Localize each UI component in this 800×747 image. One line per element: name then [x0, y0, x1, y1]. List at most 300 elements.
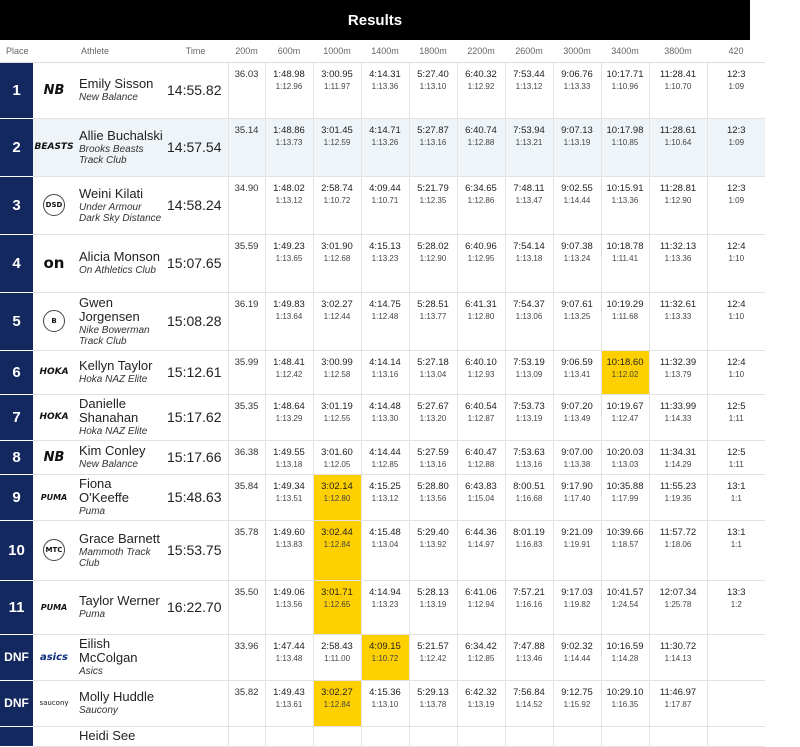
place-cell: 10 [0, 520, 33, 580]
split-cumulative: 12:4 [727, 240, 746, 252]
split-cell [457, 292, 505, 350]
split-lap: 1:13.10 [419, 81, 447, 91]
split-lap: 1:12.93 [467, 369, 495, 379]
split-cell [409, 440, 457, 474]
split-cell [313, 234, 361, 292]
place-cell: 9 [0, 474, 33, 520]
split-cumulative: 6:44.36 [465, 526, 497, 538]
split-cumulative: 9:07.13 [561, 124, 593, 136]
split-cumulative: 6:41.06 [465, 586, 497, 598]
athlete-name[interactable]: Kim Conley [79, 443, 146, 458]
split-200m: 35.14 [228, 118, 265, 176]
split-lap: 1:10 [728, 253, 745, 263]
split-cumulative: 3:01.71 [321, 586, 353, 598]
split-cumulative: 5:28.02 [417, 240, 449, 252]
place-cell: 2 [0, 118, 33, 176]
athlete-team: Nike Bowerman Track Club [79, 324, 150, 347]
split-lap: 1:13.04 [371, 539, 399, 549]
split-cell [313, 292, 361, 350]
split-cell [505, 176, 553, 234]
split-cell [265, 474, 313, 520]
split-lap: 1:19.82 [563, 599, 591, 609]
split-lap: 1:12.80 [467, 311, 495, 321]
split-cell [361, 440, 409, 474]
split-cumulative: 1:49.34 [273, 480, 305, 492]
split-cell [265, 634, 313, 680]
place-cell: 11 [0, 580, 33, 634]
split-cell [409, 350, 457, 394]
split-lap: 1:13.49 [563, 413, 591, 423]
split-cumulative: 11:28.41 [659, 68, 697, 80]
finish-time: 15:53.75 [163, 520, 228, 580]
place-cell: DNF [0, 634, 33, 680]
finish-time: 15:17.62 [163, 394, 228, 440]
split-cumulative: 10:16.59 [606, 640, 644, 652]
split-lap: 1:13.12 [371, 493, 399, 503]
athlete-name[interactable]: Heidi See [79, 728, 136, 743]
split-cumulative: 11:32.61 [659, 298, 697, 310]
athlete-name[interactable]: Danielle Shanahan [79, 396, 139, 425]
split-lap: 1:12.47 [611, 413, 639, 423]
split-cell [409, 726, 457, 746]
split-lap: 1:10 [728, 311, 745, 321]
split-cell [361, 680, 409, 726]
split-cumulative: 9:21.09 [561, 526, 593, 538]
split-cumulative: 5:21.57 [417, 640, 449, 652]
col-header-3800m: 3800m [649, 40, 707, 62]
split-cumulative: 5:29.40 [417, 526, 449, 538]
split-lap: 1:13.38 [563, 459, 591, 469]
split-cumulative: 10:17.98 [606, 124, 644, 136]
split-cumulative: 3:01.45 [321, 124, 353, 136]
athlete-name[interactable]: Gwen Jorgensen [79, 294, 140, 324]
split-cumulative: 5:28.13 [417, 586, 449, 598]
split-lap: 1:12.95 [467, 253, 495, 263]
split-cumulative: 11:33.99 [659, 400, 697, 412]
split-cell [361, 474, 409, 520]
split-cell [457, 726, 505, 746]
split-lap: 1:13.47 [515, 195, 543, 205]
dark-sky-icon: DSD [43, 194, 65, 216]
split-lap: 1:13.92 [419, 539, 447, 549]
split-200m: 36.38 [228, 440, 265, 474]
split-lap: 1:12.90 [419, 253, 447, 263]
split-lap: 1:13.36 [371, 81, 399, 91]
split-cell [505, 726, 553, 746]
table-row[interactable] [0, 680, 800, 726]
split-lap: 1:1 [730, 493, 742, 503]
split-cell [707, 520, 765, 580]
split-200m: 35.59 [228, 234, 265, 292]
athlete-team: On Athletics Club [79, 265, 156, 276]
athlete-cell[interactable] [75, 394, 163, 440]
split-lap: 1:16.35 [611, 699, 639, 709]
split-lap: 1:10.71 [371, 195, 399, 205]
split-cell [505, 634, 553, 680]
split-cell [649, 634, 707, 680]
split-cell [553, 350, 601, 394]
split-cumulative: 5:28.51 [417, 298, 449, 310]
table-row[interactable] [0, 440, 800, 474]
athlete-cell[interactable] [75, 176, 163, 234]
split-cumulative: 10:39.66 [606, 526, 644, 538]
split-cell [649, 176, 707, 234]
split-lap: 1:12.86 [467, 195, 495, 205]
split-cumulative: 1:47.44 [273, 640, 305, 652]
split-lap: 1:14.97 [467, 539, 495, 549]
split-lap: 1:13.56 [275, 599, 303, 609]
split-lap: 1:12.88 [467, 459, 495, 469]
split-cell [553, 680, 601, 726]
split-cumulative: 5:27.40 [417, 68, 449, 80]
split-cell [457, 680, 505, 726]
split-cell [553, 394, 601, 440]
split-lap: 1:16.83 [515, 539, 543, 549]
athlete-name[interactable]: Taylor Werner [79, 593, 160, 608]
split-cumulative: 6:40.96 [465, 240, 497, 252]
split-200m: 36.03 [228, 62, 265, 118]
athlete-cell[interactable] [75, 292, 163, 350]
table-row[interactable] [0, 580, 800, 634]
split-200m: 35.84 [228, 474, 265, 520]
split-lap: 1:12.92 [467, 81, 495, 91]
split-lap: 1:14.52 [515, 699, 543, 709]
split-lap: 1:12.55 [323, 413, 351, 423]
split-cell [457, 118, 505, 176]
table-row[interactable] [0, 118, 800, 176]
split-cumulative: 9:02.55 [561, 182, 593, 194]
split-lap: 1:12.84 [323, 539, 351, 549]
split-lap: 1:25.78 [664, 599, 692, 609]
split-cell [707, 176, 765, 234]
split-cumulative: 5:27.18 [417, 356, 449, 368]
athlete-team: Puma [79, 609, 106, 620]
split-cell [361, 580, 409, 634]
split-cell [457, 474, 505, 520]
split-cell [649, 234, 707, 292]
place-cell: 5 [0, 292, 33, 350]
split-cell [601, 234, 649, 292]
split-lap: 1:13.09 [515, 369, 543, 379]
split-200m: 34.90 [228, 176, 265, 234]
athlete-cell[interactable] [75, 440, 163, 474]
split-cumulative: 11:28.81 [659, 182, 697, 194]
split-cell [313, 580, 361, 634]
athlete-team: Asics [79, 666, 103, 677]
split-cell [409, 680, 457, 726]
split-cumulative: 7:54.37 [513, 298, 545, 310]
split-cell [601, 440, 649, 474]
split-cell [265, 726, 313, 746]
split-cell [553, 440, 601, 474]
split-cumulative: 4:14.44 [369, 446, 401, 458]
split-cell [265, 580, 313, 634]
split-lap: 1:10.85 [611, 137, 639, 147]
split-lap: 1:13.10 [371, 699, 399, 709]
split-cumulative: 6:34.65 [465, 182, 497, 194]
split-cumulative: 10:15.91 [606, 182, 644, 194]
col-header-1400m: 1400m [361, 40, 409, 62]
split-cell [313, 634, 361, 680]
split-cell [553, 634, 601, 680]
split-cumulative: 6:40.32 [465, 68, 497, 80]
place-cell: 7 [0, 394, 33, 440]
split-200m: 36.19 [228, 292, 265, 350]
finish-time [163, 634, 228, 680]
finish-time: 14:58.24 [163, 176, 228, 234]
split-cell [707, 474, 765, 520]
split-cell [313, 62, 361, 118]
split-lap: 1:13.12 [515, 81, 543, 91]
athlete-name[interactable]: Emily Sisson [79, 76, 154, 91]
split-cumulative: 6:40.47 [465, 446, 497, 458]
split-cell [505, 474, 553, 520]
split-cell [409, 634, 457, 680]
split-cumulative: 9:07.20 [561, 400, 593, 412]
team-logo-cell [33, 292, 75, 350]
split-lap: 1:12.42 [275, 369, 303, 379]
split-cell [505, 520, 553, 580]
split-lap: 1:14.13 [664, 653, 692, 663]
split-lap: 1:11.97 [323, 81, 351, 91]
split-cell [553, 292, 601, 350]
athlete-name[interactable]: Eilish McColgan [79, 636, 138, 665]
split-cell [409, 234, 457, 292]
split-cumulative: 3:02.14 [321, 480, 353, 492]
athlete-cell[interactable] [75, 350, 163, 394]
athlete-team: Hoka NAZ Elite [79, 426, 148, 437]
split-lap: 1:24.54 [611, 599, 639, 609]
split-cumulative: 10:29.10 [606, 686, 644, 698]
table-row[interactable] [0, 234, 800, 292]
split-cell [649, 440, 707, 474]
split-cell [265, 680, 313, 726]
split-cumulative: 11:57.72 [659, 526, 697, 538]
split-lap: 1:13.19 [515, 413, 543, 423]
split-lap: 1:09 [728, 195, 745, 205]
athlete-name[interactable]: Alicia Monson [79, 249, 160, 264]
split-lap: 1:11.00 [323, 653, 351, 663]
split-cell [649, 292, 707, 350]
table-row[interactable] [0, 350, 800, 394]
split-cell [649, 474, 707, 520]
split-lap: 1:10.70 [664, 81, 692, 91]
split-cell [265, 520, 313, 580]
split-lap: 1:13.79 [664, 369, 692, 379]
split-cell [361, 118, 409, 176]
split-cumulative: 4:14.71 [369, 124, 401, 136]
table-row[interactable] [0, 474, 800, 520]
split-cumulative: 5:27.67 [417, 400, 449, 412]
athlete-cell[interactable] [75, 62, 163, 118]
split-cumulative: 6:40.54 [465, 400, 497, 412]
athlete-cell[interactable] [75, 234, 163, 292]
athlete-cell[interactable] [75, 520, 163, 580]
saucony-icon: saucony [39, 699, 69, 707]
split-cumulative: 1:49.43 [273, 686, 305, 698]
split-cumulative: 3:02.27 [321, 686, 353, 698]
split-200m: 35.78 [228, 520, 265, 580]
split-lap: 1:14.33 [664, 413, 692, 423]
finish-time: 15:08.28 [163, 292, 228, 350]
split-cumulative: 6:41.31 [465, 298, 497, 310]
split-cumulative: 10:17.71 [606, 68, 644, 80]
split-lap: 1:13.18 [515, 253, 543, 263]
split-cell [361, 176, 409, 234]
split-cumulative: 9:02.32 [561, 640, 593, 652]
table-row[interactable] [0, 726, 800, 746]
split-lap: 1:14.44 [563, 653, 591, 663]
athlete-name[interactable]: Grace Barnett [79, 530, 160, 546]
table-row[interactable] [0, 394, 800, 440]
bowerman-icon: B [43, 310, 65, 332]
results-table [0, 40, 800, 747]
split-lap: 1:10 [728, 369, 745, 379]
split-cell [265, 176, 313, 234]
split-lap: 1:12.02 [611, 369, 639, 379]
split-200m: 35.82 [228, 680, 265, 726]
split-cumulative: 1:49.60 [273, 526, 305, 538]
results-table-container[interactable] [0, 40, 750, 743]
athlete-name[interactable]: Kellyn Taylor [79, 358, 153, 373]
place-cell: 4 [0, 234, 33, 292]
split-lap: 1:13.51 [275, 493, 303, 503]
split-cumulative: 13:3 [727, 586, 746, 598]
split-cell [313, 520, 361, 580]
athlete-cell[interactable] [75, 580, 163, 634]
split-cumulative: 1:49.55 [273, 446, 305, 458]
split-cumulative: 10:20.03 [606, 446, 644, 458]
split-cell [313, 394, 361, 440]
table-row[interactable] [0, 292, 800, 350]
athlete-cell[interactable] [75, 634, 163, 680]
athlete-cell[interactable] [75, 474, 163, 520]
split-lap: 1:13.16 [419, 137, 447, 147]
split-200m [228, 726, 265, 746]
athlete-cell[interactable] [75, 726, 163, 746]
split-cell [409, 176, 457, 234]
table-row[interactable] [0, 176, 800, 234]
split-cell [265, 292, 313, 350]
split-lap: 1:13.77 [419, 311, 447, 321]
split-cell [707, 394, 765, 440]
team-logo-cell [33, 118, 75, 176]
split-cell [265, 118, 313, 176]
table-row[interactable] [0, 520, 800, 580]
split-cumulative: 1:48.02 [273, 182, 305, 194]
split-cumulative: 7:56.84 [513, 686, 545, 698]
col-header-3000m: 3000m [553, 40, 601, 62]
athlete-name[interactable]: Molly Huddle [79, 689, 155, 704]
split-cell [505, 62, 553, 118]
split-cell [553, 62, 601, 118]
puma-icon: PUMA [40, 602, 68, 612]
athlete-cell[interactable] [75, 118, 163, 176]
athlete-cell[interactable] [75, 680, 163, 726]
puma-icon: PUMA [40, 492, 68, 502]
table-row[interactable] [0, 62, 800, 118]
split-lap: 1:13.19 [563, 137, 591, 147]
athlete-name[interactable]: Allie Buchalski [79, 127, 163, 143]
split-cumulative: 9:07.61 [561, 298, 593, 310]
finish-time: 15:48.63 [163, 474, 228, 520]
split-lap: 1:13.16 [371, 369, 399, 379]
split-cumulative: 12:5 [727, 400, 746, 412]
split-cumulative: 7:48.11 [513, 182, 545, 194]
split-200m: 35.99 [228, 350, 265, 394]
split-cumulative: 5:28.80 [417, 480, 449, 492]
split-cell [707, 680, 765, 726]
split-cell [505, 292, 553, 350]
split-cumulative: 11:32.13 [659, 240, 697, 252]
split-cell [265, 234, 313, 292]
split-lap: 1:1 [730, 539, 742, 549]
split-lap: 1:12.05 [323, 459, 351, 469]
split-cumulative: 11:28.61 [659, 124, 697, 136]
split-cumulative: 3:01.60 [321, 446, 353, 458]
split-cumulative: 10:18.60 [606, 356, 644, 368]
split-cumulative: 12:3 [727, 182, 746, 194]
split-lap: 1:13.25 [563, 311, 591, 321]
split-lap: 1:11.41 [611, 253, 639, 263]
split-lap: 1:12.88 [467, 137, 495, 147]
split-lap: 1:2 [730, 599, 742, 609]
place-cell: 8 [0, 440, 33, 474]
split-lap: 1:13.78 [419, 699, 447, 709]
split-cumulative: 4:14.14 [369, 356, 401, 368]
col-header-athlete: Athlete [75, 40, 163, 62]
split-lap: 1:12.96 [275, 81, 303, 91]
split-cumulative: 7:57.21 [513, 586, 545, 598]
split-lap: 1:12.80 [323, 493, 351, 503]
athlete-name[interactable]: Fiona O'Keeffe [79, 476, 129, 505]
team-logo-cell [33, 62, 75, 118]
split-cell [601, 680, 649, 726]
split-cumulative: 7:47.88 [513, 640, 545, 652]
split-lap: 1:10.96 [611, 81, 639, 91]
split-lap: 1:13.61 [275, 699, 303, 709]
split-cumulative: 3:02.27 [321, 298, 353, 310]
split-cell [457, 440, 505, 474]
split-lap: 1:13.16 [515, 459, 543, 469]
split-lap: 1:13.33 [664, 311, 692, 321]
athlete-name[interactable]: Weini Kilati [79, 185, 144, 201]
split-cell [553, 118, 601, 176]
split-lap: 1:12.44 [323, 311, 351, 321]
split-cell [457, 62, 505, 118]
table-row[interactable] [0, 634, 800, 680]
split-cell [707, 292, 765, 350]
split-cell [649, 62, 707, 118]
team-logo-cell [33, 680, 75, 726]
split-cell [361, 726, 409, 746]
team-logo-cell [33, 474, 75, 520]
place-cell: 1 [0, 62, 33, 118]
split-cell [361, 234, 409, 292]
split-cumulative: 10:35.88 [606, 480, 644, 492]
split-200m: 35.50 [228, 580, 265, 634]
split-lap: 1:13.29 [275, 413, 303, 423]
split-cell [409, 580, 457, 634]
split-lap: 1:12.94 [467, 599, 495, 609]
split-cell [601, 580, 649, 634]
split-cell [649, 726, 707, 746]
split-lap: 1:12.84 [323, 699, 351, 709]
finish-time: 15:17.66 [163, 440, 228, 474]
split-cumulative: 10:18.78 [606, 240, 644, 252]
split-cell [361, 292, 409, 350]
athlete-team: Saucony [79, 705, 118, 716]
